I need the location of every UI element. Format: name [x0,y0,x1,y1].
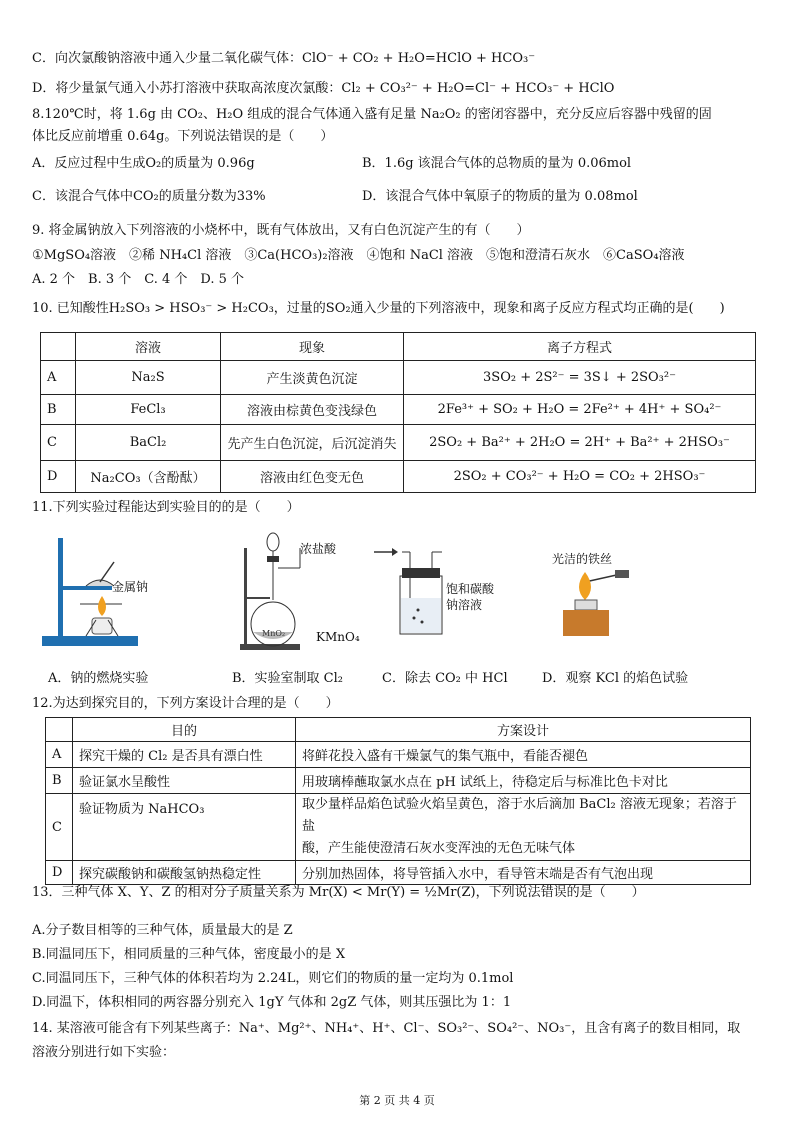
row-label: B [46,768,73,794]
q14-stem-2: 溶液分别进行如下实验： [32,1045,176,1060]
row-label: C [41,425,76,461]
plan-cell [296,794,751,861]
q13-option-c: C.同温同压下，三种气体的体积若均为 2.24L，则它们的物质的量一定均为 0.1mol [32,971,514,986]
purpose-cell: 验证氯水呈酸性 [73,768,296,794]
plan-line: 取少量样品焰色试验火焰呈黄色，溶于水后滴加 BaCl₂ 溶液无现象；若溶于盐 [302,797,737,834]
table-row [41,395,756,425]
q11-stem: 11.下列实验过程能达到实验目的的是（ ） [32,500,300,515]
phenomenon-cell: 溶液由棕黄色变浅绿色 [221,395,404,425]
q13-option-d: D.同温下，体积相同的两容器分别充入 1gY 气体和 2gZ 气体，则其压强比为 1：1 [32,995,512,1010]
label-iron-wire: 光洁的铁丝 [552,552,613,566]
phenomenon-cell: 先产生白色沉淀，后沉淀消失 [221,425,404,461]
table-row [41,461,756,493]
q8-option-a: A．反应过程中生成O₂的质量为 0.96g [32,156,255,171]
q12-stem: 12.为达到探究目的，下列方案设计合理的是（ ） [32,696,339,711]
solution-cell: Na₂CO₃（含酚酞） [76,461,221,493]
table-row [46,794,751,861]
q10-table [40,332,756,493]
q11-caption-c: C．除去 CO₂ 中 HCl [382,671,508,686]
q8-stem-2: 体比反应前增重 0.64g。下列说法错误的是（ ） [32,129,334,144]
q9-answers: A. 2 个 B. 3 个 C. 4 个 D. 5 个 [32,272,245,287]
apparatus-c-gas-washing-bottle [370,538,450,638]
apparatus-d-flame-test [555,560,635,638]
plan-cell: 分别加热固体，将导管插入水中，看导管末端是否有气泡出现 [296,861,751,885]
label-kmno4: KMnO₄ [316,630,360,644]
svg-text:MnO₂: MnO₂ [262,629,286,638]
phenomenon-cell: 溶液由红色变无色 [221,461,404,493]
phenomenon-cell: 产生淡黄色沉淀 [221,361,404,395]
q8-option-b: B．1.6g 该混合气体的总物质的量为 0.06mol [362,156,632,171]
q10-header-blank [41,333,76,361]
equation-cell: 2Fe³⁺ + SO₂ + H₂O = 2Fe²⁺ + 4H⁺ + SO₄²⁻ [404,395,756,425]
q8-option-c: C．该混合气体中CO₂的质量分数为33% [32,189,266,204]
table-row [46,768,751,794]
q12-table [45,717,751,885]
label-nahco3-1: 饱和碳酸 [446,582,495,596]
plan-cell: 用玻璃棒蘸取氯水点在 pH 试纸上，待稳定后与标准比色卡对比 [296,768,751,794]
plan-cell: 将鲜花投入盛有干燥氯气的集气瓶中，看能否褪色 [296,742,751,768]
equation-cell: 2SO₂ + Ba²⁺ + 2H₂O = 2H⁺ + Ba²⁺ + 2HSO₃⁻ [404,425,756,461]
q9-stem: 9. 将金属钠放入下列溶液的小烧杯中，既有气体放出，又有白色沉淀产生的有（ ） [32,223,530,238]
q14-stem-1: 14. 某溶液可能含有下列某些离子：Na⁺、Mg²⁺、NH₄⁺、H⁺、Cl⁻、SO₃²⁻、SO₄²⁻、NO₃⁻，且含有离子的数目相同，取 [32,1021,741,1036]
table-row [46,742,751,768]
solution-cell: Na₂S [76,361,221,395]
row-label: B [41,395,76,425]
q10-header-phenomenon: 现象 [221,333,404,361]
q11-caption-d: D．观察 KCl 的焰色试验 [542,671,689,686]
q10-header-equation: 离子方程式 [404,333,756,361]
purpose-cell: 验证物质为 NaHCO₃ [73,794,296,861]
equation-cell: 2SO₂ + CO₃²⁻ + H₂O = CO₂ + 2HSO₃⁻ [404,461,756,493]
q7-option-d: D．将少量氯气通入小苏打溶液中获取高浓度次氯酸：Cl₂ + CO₃²⁻ + H₂O=Cl⁻ + HCO₃⁻ + HClO [32,81,615,96]
row-label: A [41,361,76,395]
q12-header-plan: 方案设计 [296,718,751,742]
plan-line: 酸，产生能使澄清石灰水变浑浊的无色无味气体 [302,841,576,856]
table-row [41,425,756,461]
q11-caption-a: A．钠的燃烧实验 [48,671,149,686]
q10-stem: 10. 已知酸性H₂SO₃ > HSO₃⁻ > H₂CO₃，过量的SO₂通入少量的下列溶液中，现象和离子反应方程式均正确的是( ) [32,301,725,316]
equation-cell: 3SO₂ + 2S²⁻ = 3S↓ + 2SO₃²⁻ [404,361,756,395]
row-label: A [46,742,73,768]
q12-header-blank [46,718,73,742]
q12-header-purpose: 目的 [73,718,296,742]
q13-option-a: A.分子数目相等的三种气体，质量最大的是 Z [32,923,293,938]
table-row [41,361,756,395]
q13-stem: 13．三种气体 X、Y、Z 的相对分子质量关系为 Mr(X) < Mr(Y) = ½Mr(Z)，下列说法错误的是（ ） [32,885,645,900]
table-row [46,861,751,885]
purpose-cell: 探究干燥的 Cl₂ 是否具有漂白性 [73,742,296,768]
q11-caption-b: B．实验室制取 Cl₂ [232,671,344,686]
row-label: D [46,861,73,885]
q13-option-b: B.同温同压下，相同质量的三种气体，密度最小的是 X [32,947,346,962]
label-sodium: 金属钠 [112,580,149,594]
label-conc-hcl: 浓盐酸 [300,542,337,556]
label-nahco3-2: 钠溶液 [446,598,483,612]
q8-stem-1: 8.120℃时，将 1.6g 由 CO₂、H₂O 组成的混合气体通入盛有足量 Na₂O₂ 的密闭容器中，充分反应后容器中残留的固 [32,107,712,122]
purpose-cell: 探究碳酸钠和碳酸氢钠热稳定性 [73,861,296,885]
row-label: D [41,461,76,493]
solution-cell: FeCl₃ [76,395,221,425]
q8-option-d: D．该混合气体中氧原子的物质的量为 0.08mol [362,189,638,204]
q7-option-c: C．向次氯酸钠溶液中通入少量二氧化碳气体：ClO⁻ + CO₂ + H₂O=HClO + HCO₃⁻ [32,51,536,66]
row-label: C [46,794,73,861]
page-footer: 第 2 页 共 4 页 [359,1094,435,1107]
q10-header-solution: 溶液 [76,333,221,361]
q9-options: ①MgSO₄溶液 ②稀 NH₄Cl 溶液 ③Ca(HCO₃)₂溶液 ④饱和 NaCl 溶液 ⑤饱和澄清石灰水 ⑥CaSO₄溶液 [32,248,685,263]
solution-cell: BaCl₂ [76,425,221,461]
